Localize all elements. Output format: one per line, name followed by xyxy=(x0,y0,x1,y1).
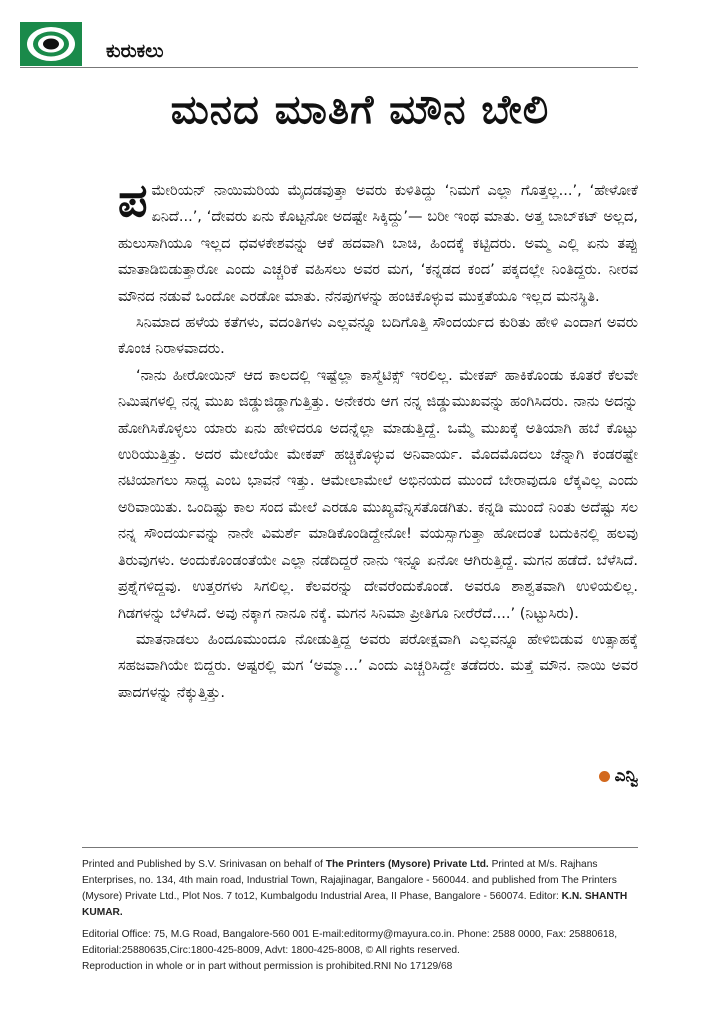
imprint-block xyxy=(82,857,638,975)
imprint-company: The Printers (Mysore) Private Ltd. xyxy=(325,859,489,870)
imprint-text: Printed at M/s. Rajhans Enterprises, no. 134, 4th main road, Industrial Town, Rajajinagar, Bangalore - 560044. and published from The Printers (Mysore) Private Ltd., Plot Nos. 7 to12, Kumbalgodu Industrial Area, II Phase, Bangalore - 560074. Editor: xyxy=(82,859,617,902)
imprint-publisher xyxy=(82,857,638,921)
author-byline xyxy=(599,766,638,786)
bullet-dot-icon xyxy=(599,771,610,782)
logo-center xyxy=(43,39,59,50)
article-paragraph: ಮಾತನಾಡಲು ಹಿಂದೂಮುಂದೂ ನೋಡುತ್ತಿದ್ದ ಅವರು ಪರೋಕ್ಷವಾಗಿ ಎಲ್ಲವನ್ನೂ ಹೇಳಿಬಿಡುವ ಉತ್ಸಾಹಕ್ಕೆ ಸಹಜವಾಗಿಯೇ ಬಿದ್ದರು. ಅಷ್ಟರಲ್ಲಿ ಮಗ ‘ಅಮ್ಮಾ...’ ಎಂದು ಎಚ್ಚರಿಸಿದ್ದೇ ತಡೆದರು. ಮತ್ತೆ ಮೌನ. ನಾಯಿ ಅವರ ಪಾದಗಳನ್ನು ನೆಕ್ಕುತ್ತಿತ್ತು. xyxy=(118,631,638,701)
article-paragraph: ‘ನಾನು ಹೀರೋಯಿನ್ ಆದ ಕಾಲದಲ್ಲಿ ಇಷ್ಟೆಲ್ಲಾ ಕಾಸ್ಮೆಟಿಕ್ಸ್ ಇರಲಿಲ್ಲ. ಮೇಕಪ್ ಹಾಕಿಕೊಂಡು ಕೂತರೆ ಕೆಲವೇ ನಿಮಿಷಗಳಲ್ಲಿ ನನ್ನ ಮುಖ ಜಿಡ್ಡುಜಿಡ್ಡಾಗುತ್ತಿತ್ತು. ಅನೇಕರು ಆಗ ನನ್ನ ಜಿಡ್ಡುಮುಖವನ್ನು ಹಂಗಿಸಿದರು. ನಾನು ಅದನ್ನು ಹೋಗಿಸಿಕೊಳ್ಳಲು ಯಾರು ಏನು ಹೇಳಿದರೂ ಅದನ್ನೆಲ್ಲಾ ಮಾಡುತ್ತಿದ್ದೆ. ಒಮ್ಮೆ ಮುಖಕ್ಕೆ ಅತಿಯಾಗಿ ಹಬೆ ಕೊಟ್ಟು ಉರಿಯುತ್ತಿತ್ತು. ಅದರ ಮೇಲೆಯೇ ಮೇಕಪ್ ಹಚ್ಚಿಕೊಳ್ಳುವ ಅನಿವಾರ್ಯ. ಮೊದಮೊದಲು ಚೆನ್ನಾಗಿ ಕಂಡರಷ್ಟೇ ನಟಿಯಾಗಲು ಸಾಧ್ಯ ಎಂಬ ಭಾವನೆ ಇತ್ತು. ಆಮೇಲಾಮೇಲೆ ಅಭಿನಯದ ಮುಂದೆ ಬೇರಾವುದೂ ಲೆಕ್ಕವಿಲ್ಲ ಎಂದು ಅರಿವಾಯಿತು. ಒಂದಿಷ್ಟು ಕಾಲ ಸಂದ ಮೇಲೆ ಎರಡೂ ಮುಖ್ಯವೆನ್ನಿಸತೊಡಗಿತು. ಕನ್ನಡಿ ಮುಂದೆ ನಿಂತು ಅದೆಷ್ಟು ಸಲ ನನ್ನ ಸೌಂದರ್ಯವನ್ನು ನಾನೇ ವಿಮರ್ಶೆ ಮಾಡಿಕೊಂಡಿದ್ದೇನೋ! ವಯಸ್ಸಾಗುತ್ತಾ ಹೋದಂತೆ ಬದುಕಿನಲ್ಲಿ ಹಲವು ತಿರುವುಗಳು. ಅಂದುಕೊಂಡಂತೆಯೇ ಎಲ್ಲಾ ನಡೆದಿದ್ದರೆ ನಾನು ಇನ್ನೂ ಏನೋ ಆಗಿರುತ್ತಿದ್ದೆ. ಮಗನ ಹಡೆದೆ. ಬೆಳೆಸಿದೆ. ಪ್ರಶ್ನೆಗಳಿದ್ದವು. ಉತ್ತರಗಳು ಸಿಗಲಿಲ್ಲ. ಕೆಲವರನ್ನು ದೇವರೆಂದುಕೊಂಡೆ. ಅವರೂ ಶಾಶ್ವತವಾಗಿ ಉಳಿಯಲಿಲ್ಲ. ಗಿಡಗಳನ್ನು ಬೆಳೆಸಿದೆ. ಅವು ನಕ್ಕಾಗ ನಾನೂ ನಕ್ಕೆ. ಮಗನ ಸಿನಿಮಾ ಪ್ರೀತಿಗೂ ನೀರೆರೆದೆ....’ (ನಿಟ್ಟುಸಿರು). xyxy=(118,367,638,622)
article-title: ಮನದ ಮಾತಿಗೆ ಮೌನ ಬೇಲಿ xyxy=(170,86,550,133)
footer-divider xyxy=(82,847,638,848)
drop-cap: ಪ xyxy=(118,173,148,227)
paragraph-text: ಮೇರಿಯನ್ ನಾಯಿಮರಿಯ ಮೈದಡವುತ್ತಾ ಅವರು ಕುಳಿತಿದ್ದು ‘ನಿಮಗೆ ಎಲ್ಲಾ ಗೊತ್ತಲ್ಲ...’, ‘ಹೇಳೋಕೆ ಏನಿದೆ...’, ‘ದೇವರು ಏನು ಕೊಟ್ಟನೋ ಅದಷ್ಟೇ ಸಿಕ್ಕಿದ್ದು’— ಬರೀ ಇಂಥ ಮಾತು. ಅತ್ತ ಬಾಬ್‌ಕಟ್ ಅಲ್ಲದ, ಹುಲುಸಾಗಿಯೂ ಇಲ್ಲದ ಧವಳಕೇಶವನ್ನು ಆಕೆ ಹದವಾಗಿ ಬಾಚಿ, ಹಿಂದಕ್ಕೆ ಕಟ್ಟಿದರು. ಅಮ್ಮ ಎಲ್ಲಿ ಏನು ತಪ್ಪು ಮಾತಾಡಿಬಿಡುತ್ತಾರೋ ಎಂದು ಎಚ್ಚರಿಕೆ ವಹಿಸಲು ಅವರ ಮಗ, ‘ಕನ್ನಡದ ಕಂದ’ ಪಕ್ಕದಲ್ಲೇ ನಿಂತಿದ್ದರು. ನೀರವ ಮೌನದ ನಡುವೆ ಒಂದೋ ಎರಡೋ ಮಾತು. ನೆನಪುಗಳನ್ನು ಹಂಚಿಕೊಳ್ಳುವ ಮುಕ್ತತೆಯೂ ಇಲ್ಲದ ಮನಸ್ಥಿತಿ. xyxy=(118,183,638,305)
section-label: ಕುರುಕಲು xyxy=(106,40,164,62)
imprint-editor: K.N. SHANTH KUMAR. xyxy=(82,891,628,918)
article-paragraph: ಸಿನಿಮಾದ ಹಳೆಯ ಕತೆಗಳು, ವದಂತಿಗಳು ಎಲ್ಲವನ್ನೂ ಬದಿಗೊತ್ತಿ ಸೌಂದರ್ಯದ ಕುರಿತು ಹೇಳಿ ಎಂದಾಗ ಅವರು ಕೊಂಚ ನಿರಾಳವಾದರು. xyxy=(118,315,638,358)
imprint-rights: Reproduction in whole or in part without permission is prohibited.RNI No 17129/68 xyxy=(82,961,453,972)
author-name: ಎನ್ವಿ xyxy=(614,766,638,786)
article-paragraph xyxy=(118,173,638,310)
imprint-office: Editorial Office: 75, M.G Road, Bangalore-560 001 E-mail:editormy@mayura.co.in. Phone: 2588 0000, Fax: 25880618, Editorial:25880635,Circ:1800-425-8009, Advt: 1800-425-8008, © All rights reserved. xyxy=(82,929,618,956)
publisher-logo xyxy=(20,22,82,66)
article-body xyxy=(118,173,638,706)
imprint-text: Printed and Published by S.V. Srinivasan on behalf of xyxy=(82,859,326,870)
header-divider xyxy=(20,67,638,68)
